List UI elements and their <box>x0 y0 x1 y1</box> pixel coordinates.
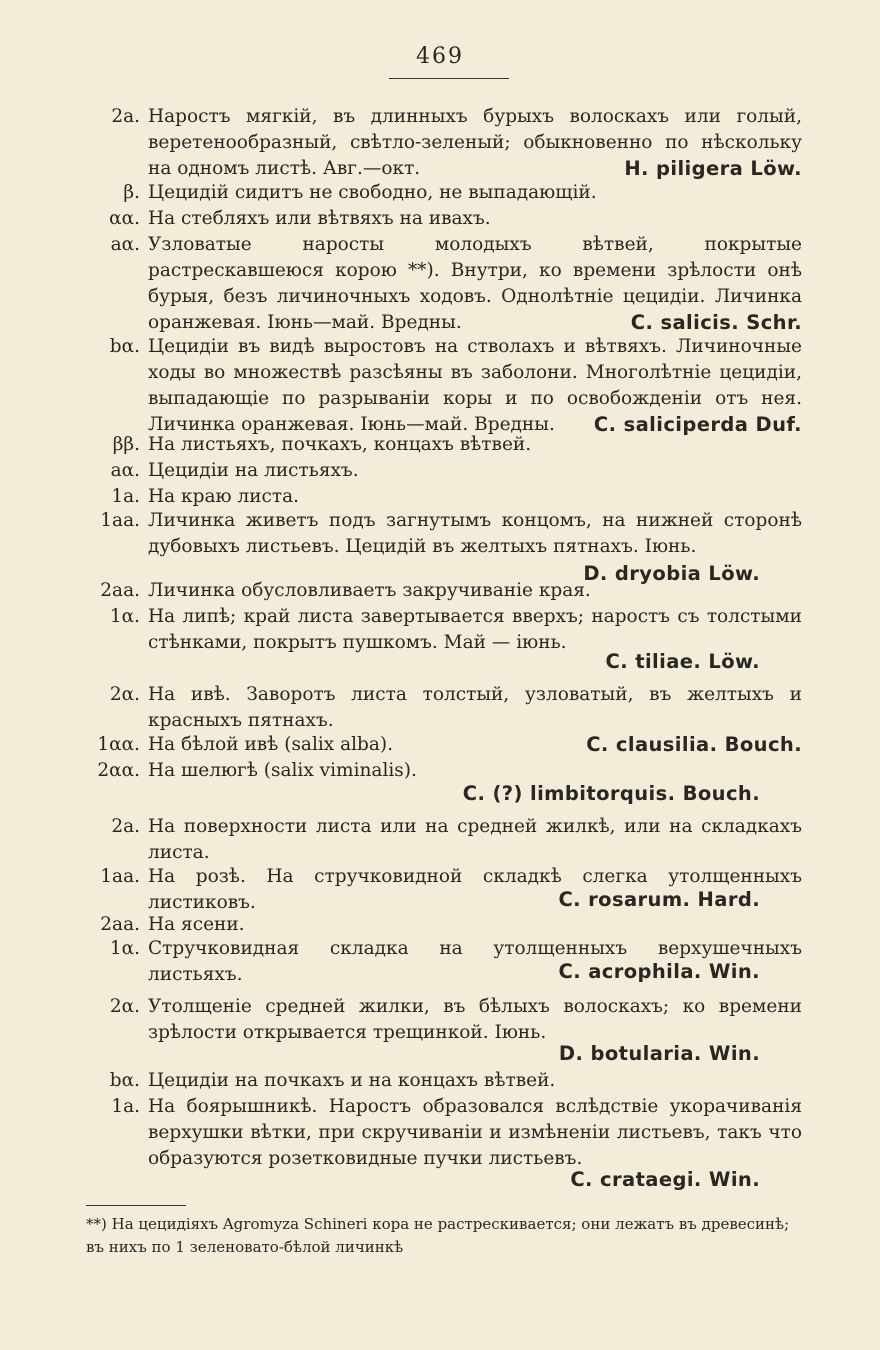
entry-marker: 1αα. <box>97 734 140 755</box>
entry-text: На стебляхъ или вѣтвяхъ на ивахъ. <box>148 208 491 229</box>
entry-marker: 2aa. <box>100 580 140 601</box>
entry-text: Цецидіи на листьяхъ. <box>148 460 359 481</box>
entry-text: Наростъ мягкій, въ длинныхъ бурыхъ волоскахъ или голый, веретенообразный, свѣтло-зеленый; обыкновенно по нѣскольку на одномъ листѣ. Авг.—окт. H. piligera Löw. <box>148 106 802 180</box>
entry-marker: β. <box>123 182 140 203</box>
entry-marker: 2α. <box>109 996 140 1017</box>
species-name: C. acrophila. Win. <box>558 960 760 983</box>
entry-marker: 1a. <box>111 1096 140 1117</box>
entry-text: Узловатые наросты молодыхъ вѣтвей, покрытые растрескавшеюся корою **). Внутри, ко времени зрѣлости онѣ бурыя, безъ личиночныхъ ходовъ. Однолѣтніе цецидіи. Личинка оранжевая. Іюнь—май. Вредны. C. salicis. Schr. <box>148 234 802 334</box>
entry-marker: aα. <box>110 460 140 481</box>
species-name: C. salicis. Schr. <box>630 311 802 334</box>
entry-marker: aα. <box>110 234 140 255</box>
entry-marker: 1α. <box>109 938 140 959</box>
entry-marker: 2αα. <box>97 760 140 781</box>
entry-text: Цецидіи въ видѣ выростовъ на стволахъ и вѣтвяхъ. Личиночные ходы во множествѣ разсѣяны въ заболони. Многолѣтніе цецидіи, выпадающіе по разрываніи коры и по освобожденіи отъ нея. Личинка оранжевая. Іюнь—май. Вредны. C. saliciperda Duf. <box>148 336 802 436</box>
species-name: C. saliciperda Duf. <box>593 413 802 436</box>
entry-text: Утолщеніе средней жилки, въ бѣлыхъ волоскахъ; ко времени зрѣлости открывается трещинкой. Іюнь. <box>148 996 802 1043</box>
entry-marker: 2aa. <box>100 914 140 935</box>
species-name: C. (?) limbitorquis. Bouch. <box>462 782 760 805</box>
entry-marker: 2a. <box>111 106 140 127</box>
entry-text: На розѣ. На стручковидной складкѣ слегка утолщенныхъ листиковъ. <box>148 866 802 913</box>
species-name: C. rosarum. Hard. <box>558 888 760 911</box>
entry-marker: 1aa. <box>100 866 140 887</box>
entry-marker: 2α. <box>109 684 140 705</box>
entry-marker: 1a. <box>111 486 140 507</box>
header-rule <box>389 78 509 79</box>
entry-marker: αα. <box>109 208 140 229</box>
entry-marker: 2a. <box>111 816 140 837</box>
entry-text: На листьяхъ, почкахъ, концахъ вѣтвей. <box>148 434 532 455</box>
entry-text: На липѣ; край листа завертывается вверхъ; наростъ съ толстыми стѣнками, покрытъ пушкомъ. Май — іюнь. <box>148 606 802 653</box>
entry-marker: bα. <box>109 1070 140 1091</box>
entry-text: Личинка живетъ подъ загнутымъ концомъ, на нижней сторонѣ дубовыхъ листьевъ. Цецидій въ желтыхъ пятнахъ. Іюнь. <box>148 510 802 557</box>
entry-marker: 1aa. <box>100 510 140 531</box>
footnote: **) На цецидіяхъ Agromyza Schineri кора не растрескивается; они лежатъ въ древесинѣ; въ нихъ по 1 зеленовато-бѣлой личинкѣ <box>86 1215 790 1256</box>
entry-text: На боярышникѣ. Наростъ образовался вслѣдствіе укорачиванія верхушки вѣтки, при скручиваніи и измѣненіи листьевъ, такъ что образуются розетковидные пучки листьевъ. <box>148 1096 802 1169</box>
entry-text: Цецидій сидитъ не свободно, не выпадающій. <box>148 182 597 203</box>
entry-marker: 1α. <box>109 606 140 627</box>
entry-marker: bα. <box>109 336 140 357</box>
entry-text: Личинка обусловливаетъ закручиваніе края. <box>148 580 591 601</box>
species-name: H. piligera Löw. <box>624 157 802 180</box>
entry-text: На шелюгѣ (salix viminalis). <box>148 760 417 781</box>
species-name: C. tiliae. Löw. <box>605 650 760 673</box>
species-name: C. crataegi. Win. <box>570 1168 760 1191</box>
species-name: C. clausilia. Bouch. <box>586 733 802 756</box>
species-name: D. dryobia Löw. <box>583 562 760 585</box>
entry-marker: ββ. <box>112 434 140 455</box>
entry-text: Цецидіи на почкахъ и на концахъ вѣтвей. <box>148 1070 556 1091</box>
footnote-rule <box>86 1205 186 1206</box>
species-name: D. botularia. Win. <box>558 1042 760 1065</box>
entry-text: На ивѣ. Заворотъ листа толстый, узловатый, въ желтыхъ и красныхъ пятнахъ. <box>148 684 802 731</box>
page-number: 469 <box>416 44 464 69</box>
entry-text: Стручковидная складка на утолщенныхъ верхушечныхъ листьяхъ. <box>148 938 802 985</box>
entry-text: На бѣлой ивѣ (salix alba). C. clausilia. Bouch. <box>148 733 802 756</box>
entry-text: На краю листа. <box>148 486 300 507</box>
entry-text: На ясени. <box>148 914 245 935</box>
entry-text: На поверхности листа или на средней жилкѣ, или на складкахъ листа. <box>148 816 802 863</box>
